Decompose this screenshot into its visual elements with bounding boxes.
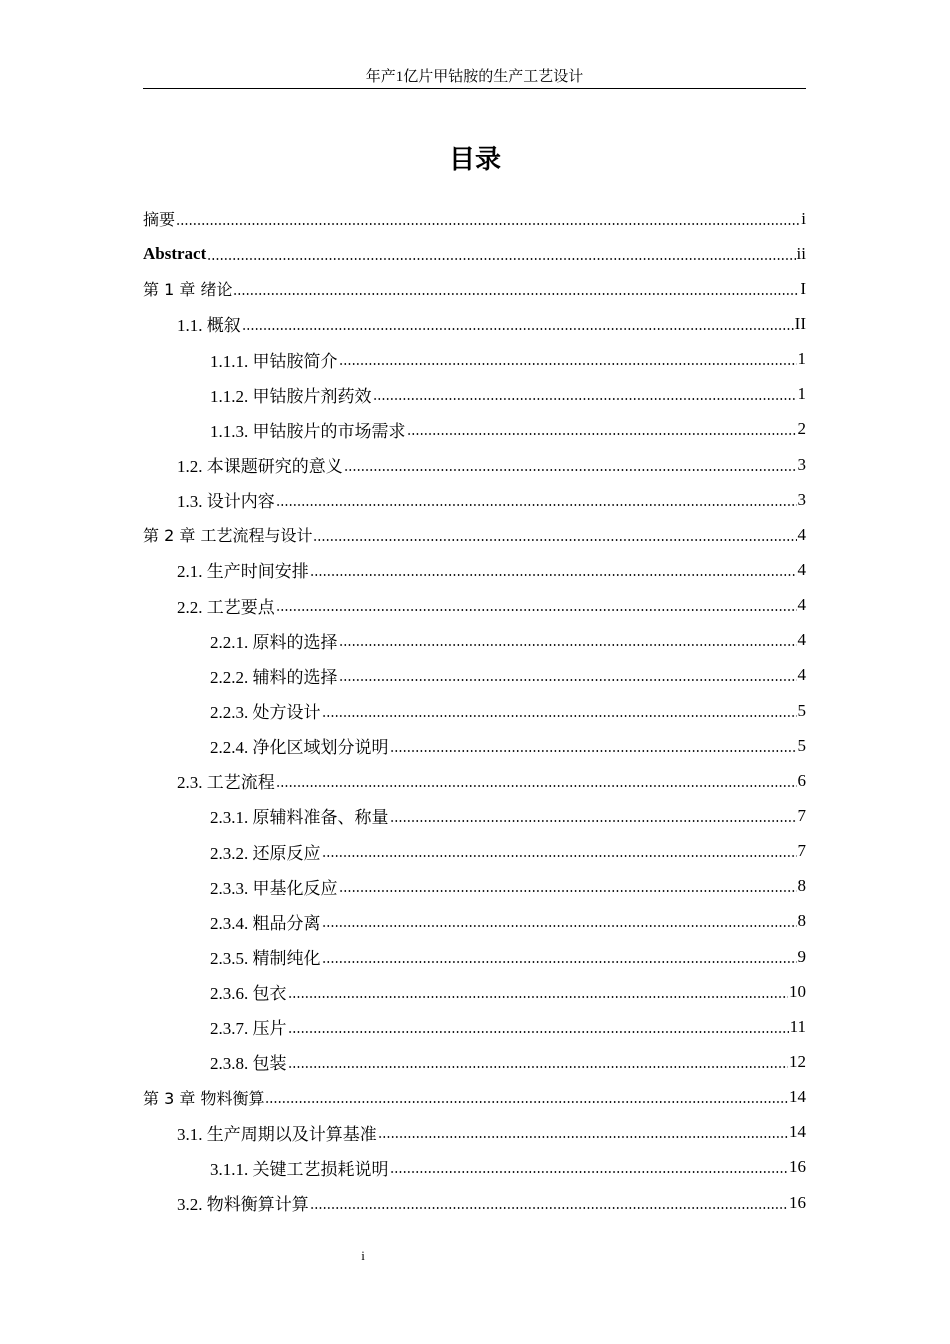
dot-leader (339, 363, 797, 365)
toc-entry-title: 2.2.3. 处方设计 (210, 703, 321, 723)
dot-leader (407, 433, 797, 435)
dot-leader (339, 644, 797, 646)
dot-leader (242, 328, 794, 330)
toc-entry-title: 2.3.6. 包衣 (210, 984, 287, 1004)
dot-leader (322, 925, 797, 927)
toc-entry-title: 2.3. 工艺流程 (177, 773, 275, 793)
toc-entry-page-number: ii (796, 243, 806, 263)
toc-entry[interactable] (143, 342, 806, 377)
toc-entry-page-number: 5 (797, 735, 806, 755)
toc-entry-page-number: 7 (797, 841, 806, 861)
toc-entry[interactable] (143, 939, 806, 974)
toc-entry-title: 摘要 (143, 210, 176, 230)
toc-entry[interactable] (143, 763, 806, 798)
toc-entry[interactable] (143, 869, 806, 904)
toc-entry-page-number: 16 (789, 1157, 806, 1177)
toc-entry[interactable] (143, 482, 806, 517)
toc-entry-page-number: 1 (797, 384, 806, 404)
toc-entry[interactable] (143, 447, 806, 482)
toc-entry[interactable] (143, 834, 806, 869)
toc-entry[interactable] (143, 236, 806, 271)
toc-entry-title: 1.2. 本课题研究的意义 (177, 457, 343, 477)
toc-entry[interactable] (143, 658, 806, 693)
toc-entry-page-number: 4 (797, 595, 806, 615)
toc-entry-page-number: 4 (797, 665, 806, 685)
toc-entry[interactable] (143, 1044, 806, 1079)
toc-entry[interactable] (143, 588, 806, 623)
toc-entry[interactable] (143, 904, 806, 939)
toc-entry[interactable] (143, 306, 806, 341)
toc-entry-page-number: 2 (797, 419, 806, 439)
toc-entry[interactable] (143, 1115, 806, 1150)
toc-entry-page-number: 9 (797, 946, 806, 966)
toc-entry[interactable] (143, 412, 806, 447)
dot-leader (339, 679, 797, 681)
table-of-contents (143, 201, 806, 1220)
dot-leader (390, 1171, 789, 1173)
dot-leader (344, 469, 797, 471)
toc-entry-title: 1.1. 概叙 (177, 316, 241, 336)
toc-entry[interactable] (143, 552, 806, 587)
dot-leader (322, 855, 797, 857)
dot-leader (265, 1101, 788, 1103)
toc-entry-page-number: I (800, 278, 806, 298)
toc-entry[interactable] (143, 377, 806, 412)
dot-leader (288, 1031, 789, 1033)
toc-entry[interactable] (143, 728, 806, 763)
dot-leader (288, 1066, 789, 1068)
toc-entry-title: 3.1.1. 关键工艺损耗说明 (210, 1159, 389, 1179)
toc-entry-page-number: i (801, 208, 806, 228)
toc-entry-page-number: II (794, 313, 806, 333)
dot-leader (390, 750, 797, 752)
toc-entry-title: 2.2.1. 原料的选择 (210, 632, 338, 652)
toc-entry[interactable] (143, 1080, 806, 1115)
toc-entry-page-number: 8 (797, 911, 806, 931)
toc-entry-title: 2.2. 工艺要点 (177, 597, 275, 617)
dot-leader (339, 890, 797, 892)
toc-entry[interactable] (143, 271, 806, 306)
toc-entry[interactable] (143, 1150, 806, 1185)
toc-entry-page-number: 11 (789, 1016, 806, 1036)
toc-entry-page-number: 7 (797, 805, 806, 825)
toc-entry[interactable] (143, 798, 806, 833)
toc-entry-page-number: 14 (789, 1122, 806, 1142)
toc-entry-title: 2.3.8. 包装 (210, 1054, 287, 1074)
toc-entry-page-number: 3 (797, 454, 806, 474)
toc-entry-title: 第 1 章 绪论 (143, 280, 233, 300)
footer-page-number: i (361, 1248, 365, 1263)
toc-entry-title: 3.1. 生产周期以及计算基准 (177, 1124, 377, 1144)
dot-leader (233, 293, 799, 295)
toc-entry-title: 1.1.3. 甲钴胺片的市场需求 (210, 421, 406, 441)
toc-entry-page-number: 1 (797, 349, 806, 369)
toc-entry-page-number: 14 (789, 1087, 806, 1107)
dot-leader (322, 715, 797, 717)
dot-leader (276, 609, 797, 611)
dot-leader (322, 961, 797, 963)
toc-entry-page-number: 5 (797, 700, 806, 720)
page-title: 目录 (448, 145, 501, 175)
dot-leader (276, 504, 797, 506)
toc-entry-title: 第 3 章 物料衡算 (143, 1088, 265, 1108)
dot-leader (373, 398, 797, 400)
toc-entry[interactable] (143, 1009, 806, 1044)
toc-entry[interactable] (143, 623, 806, 658)
toc-entry-page-number: 8 (797, 876, 806, 896)
dot-leader (176, 223, 800, 225)
toc-entry-title: 2.3.1. 原辅料准备、称量 (210, 808, 389, 828)
toc-entry-title: 2.2.2. 辅料的选择 (210, 667, 338, 687)
dot-leader (288, 996, 789, 998)
toc-entry-title: 2.1. 生产时间安排 (177, 562, 309, 582)
dot-leader (276, 785, 797, 787)
toc-entry[interactable] (143, 517, 806, 552)
toc-entry-page-number: 4 (797, 559, 806, 579)
toc-entry[interactable] (143, 974, 806, 1009)
toc-entry-title: 1.3. 设计内容 (177, 492, 275, 512)
running-header (143, 66, 806, 89)
toc-entry-page-number: 6 (797, 770, 806, 790)
toc-entry-title: 3.2. 物料衡算计算 (177, 1195, 309, 1214)
toc-entry-title: 1.1.2. 甲钴胺片剂药效 (210, 386, 372, 406)
toc-entry-title: Abstract (143, 243, 207, 263)
toc-entry-title: 第 2 章 工艺流程与设计 (143, 526, 313, 546)
toc-entry-page-number: 12 (789, 1051, 806, 1071)
dot-leader (390, 820, 797, 822)
toc-entry-title: 2.3.2. 还原反应 (210, 843, 321, 863)
dot-leader (313, 539, 796, 541)
toc-entry-page-number: 4 (797, 524, 806, 544)
toc-entry[interactable] (143, 693, 806, 728)
toc-entry-page-number: 16 (789, 1192, 806, 1212)
toc-entry-title: 2.3.3. 甲基化反应 (210, 878, 338, 898)
dot-leader (310, 574, 797, 576)
toc-entry[interactable] (143, 1185, 806, 1220)
toc-entry-title: 2.3.5. 精制纯化 (210, 949, 321, 969)
dot-leader (207, 258, 795, 260)
dot-leader (378, 1136, 788, 1138)
toc-entry-title: 2.2.4. 净化区域划分说明 (210, 738, 389, 758)
toc-entry-page-number: 3 (797, 489, 806, 509)
toc-entry[interactable] (143, 201, 806, 236)
toc-entry-title: 2.3.4. 粗品分离 (210, 913, 321, 933)
toc-entry-page-number: 4 (797, 630, 806, 650)
toc-entry-title: 2.3.7. 压片 (210, 1019, 287, 1039)
dot-leader (310, 1207, 788, 1209)
running-title: 年产1亿片甲钴胺的生产工艺设计 (365, 69, 584, 85)
toc-entry-title: 1.1.1. 甲钴胺简介 (210, 351, 338, 371)
toc-entry-page-number: 10 (789, 981, 806, 1001)
